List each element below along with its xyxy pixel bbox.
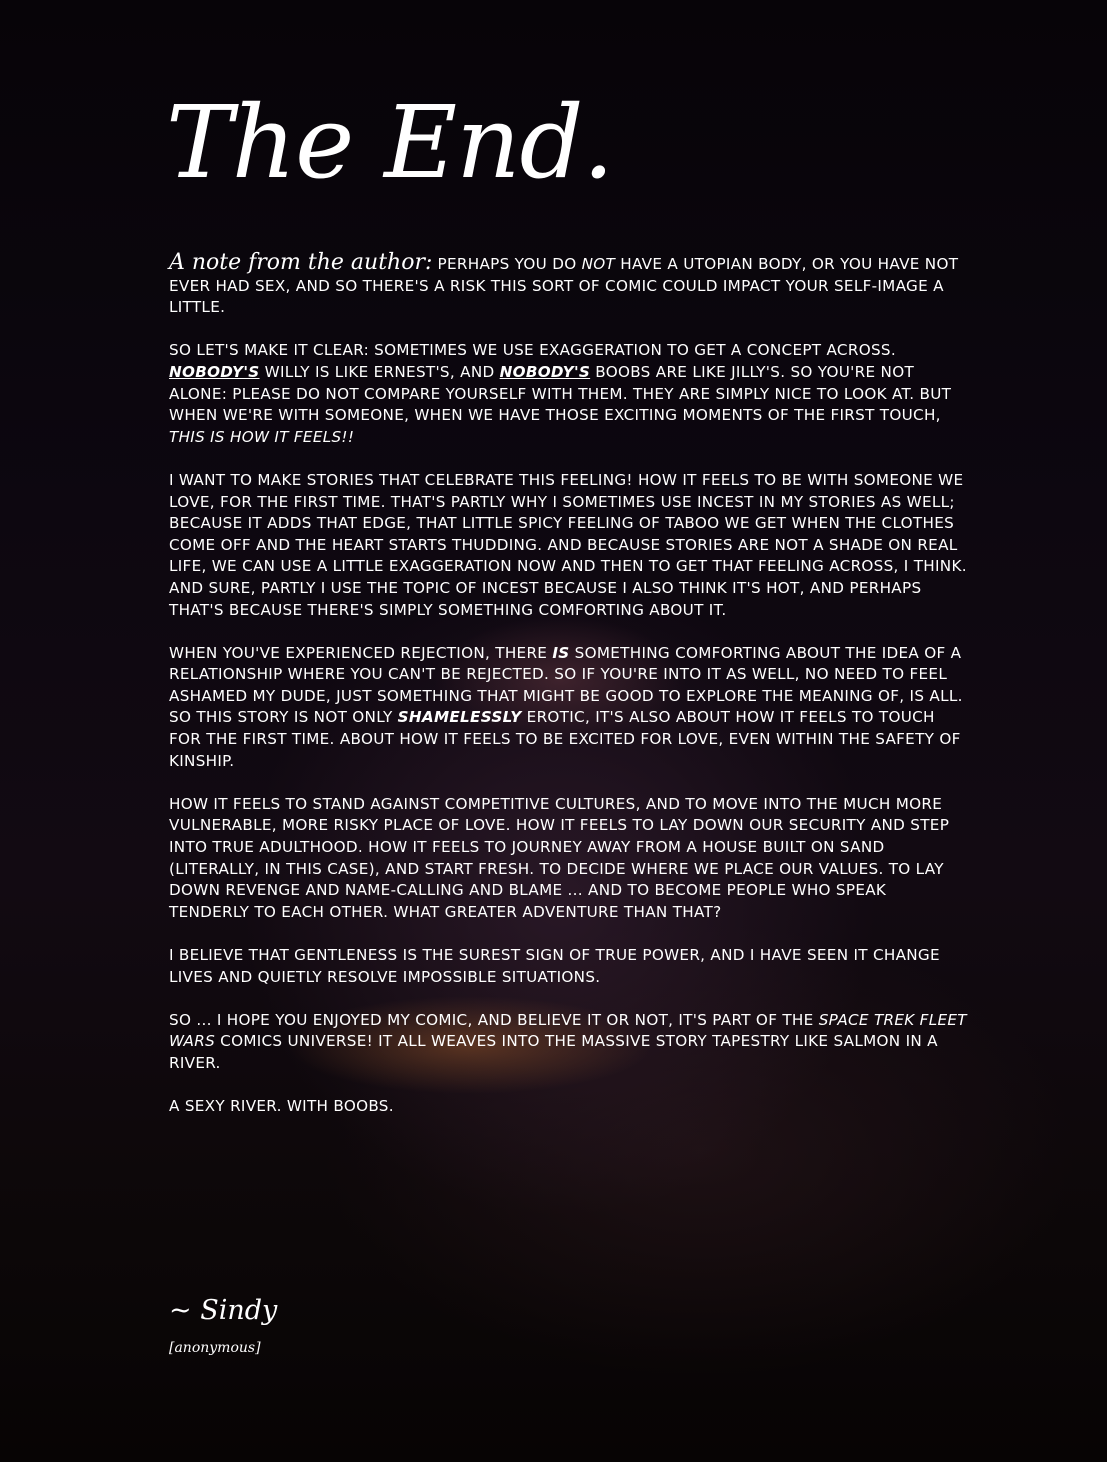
note-text: BOOBS ARE LIKE JILLY'S. SO YOU'RE NOT ALONE: PLEASE DO NOT COMPARE YOURSELF WITH THEM. THEY ARE SIMPLY NICE TO LOOK AT. BUT WHEN WE'RE WITH SOMEONE, WHEN WE HAVE THOSE EXCITING MOMENTS OF THE FIRST TOUCH,: [169, 362, 952, 425]
note-paragraph-4: [169, 643, 969, 773]
note-text: WILLY IS LIKE ERNEST'S, AND: [259, 362, 500, 381]
note-emphasis: SPACE TREK FLEET WARS: [169, 1010, 967, 1051]
note-text: EROTIC, IT'S ALSO ABOUT HOW IT FEELS TO TOUCH FOR THE FIRST TIME. ABOUT HOW IT FEELS TO BE EXCITED FOR LOVE, EVEN WITHIN THE SAFETY OF KINSHIP.: [169, 708, 961, 770]
note-emphasis: THIS IS HOW IT FEELS!!: [169, 427, 355, 446]
author-note: [169, 252, 969, 1139]
note-paragraph-3: I WANT TO MAKE STORIES THAT CELEBRATE THIS FEELING! HOW IT FEELS TO BE WITH SOMEONE WE LOVE, FOR THE FIRST TIME. THAT'S PARTLY WHY I SOMETIMES USE INCEST IN MY STORIES AS WELL; BECAUSE IT ADDS THAT EDGE, THAT LITTLE SPICY FEELING OF TABOO WE GET WHEN THE CLOTHES COME OFF AND THE HEART STARTS THUDDING. AND BECAUSE STORIES ARE NOT A SHADE ON REAL LIFE, WE CAN USE A LITTLE EXAGGERATION NOW AND THEN TO GET THAT FEELING ACROSS, I THINK. AND SURE, PARTLY I USE THE TOPIC OF INCEST BECAUSE I ALSO THINK IT'S HOT, AND PERHAPS THAT'S BECAUSE THERE'S SIMPLY SOMETHING COMFORTING ABOUT IT.: [169, 470, 967, 619]
note-emphasis: NOBODY'S: [169, 362, 260, 381]
note-text: SO LET'S MAKE IT CLEAR: SOMETIMES WE USE EXAGGERATION TO GET A CONCEPT ACROSS.: [169, 341, 896, 360]
signature-subtitle: [anonymous]: [169, 1340, 261, 1356]
note-emphasis: SHAMELESSLY: [397, 708, 522, 727]
note-paragraph-2: [169, 340, 969, 448]
note-emphasis: NOT: [581, 255, 616, 273]
note-emphasis: NOBODY'S: [499, 362, 591, 381]
note-paragraph-1: [169, 252, 969, 319]
page-title: The End.: [166, 84, 614, 201]
note-paragraph-5: HOW IT FEELS TO STAND AGAINST COMPETITIVE CULTURES, AND TO MOVE INTO THE MUCH MORE VULNERABLE, MORE RISKY PLACE OF LOVE. HOW IT FEELS TO LAY DOWN OUR SECURITY AND STEP INTO TRUE ADULTHOOD. HOW IT FEELS TO JOURNEY AWAY FROM A HOUSE BUILT ON SAND (LITERALLY, IN THIS CASE), AND START FRESH. TO DECIDE WHERE WE PLACE OUR VALUES. TO LAY DOWN REVENGE AND NAME-CALLING AND BLAME ... AND TO BECOME PEOPLE WHO SPEAK TENDERLY TO EACH OTHER. WHAT GREATER ADVENTURE THAN THAT?: [169, 794, 950, 921]
note-paragraph-6: I BELIEVE THAT GENTLENESS IS THE SUREST SIGN OF TRUE POWER, AND I HAVE SEEN IT CHANGE LIVES AND QUIETLY RESOLVE IMPOSSIBLE SITUATIONS.: [169, 946, 940, 986]
note-paragraph-8: A SEXY RIVER. WITH BOOBS.: [169, 1097, 394, 1116]
note-text: HAVE A UTOPIAN BODY, OR YOU HAVE NOT EVER HAD SEX, AND SO THERE'S A RISK THIS SORT OF COMIC COULD IMPACT YOUR SELF-IMAGE A LITTLE.: [169, 255, 959, 317]
note-emphasis: IS: [552, 643, 570, 662]
note-lead: A note from the author:: [169, 250, 433, 275]
note-text: WHEN YOU'VE EXPERIENCED REJECTION, THERE: [169, 643, 553, 662]
note-paragraph-7: [169, 1010, 969, 1075]
note-text: COMICS UNIVERSE! IT ALL WEAVES INTO THE MASSIVE STORY TAPESTRY LIKE SALMON IN A RIVER.: [169, 1032, 938, 1072]
signature-name: ~ Sindy: [169, 1295, 278, 1326]
note-text: SOMETHING COMFORTING ABOUT THE IDEA OF A RELATIONSHIP WHERE YOU CAN'T BE REJECTED. SO IF YOU'RE INTO IT AS WELL, NO NEED TO FEEL ASHAMED MY DUDE, JUST SOMETHING THAT MIGHT BE GOOD TO EXPLORE THE MEANING OF, IS ALL. SO THIS STORY IS NOT ONLY: [169, 643, 963, 727]
note-text: PERHAPS YOU DO: [432, 255, 582, 273]
note-text: SO ... I HOPE YOU ENJOYED MY COMIC, AND BELIEVE IT OR NOT, IT'S PART OF THE: [169, 1010, 819, 1029]
